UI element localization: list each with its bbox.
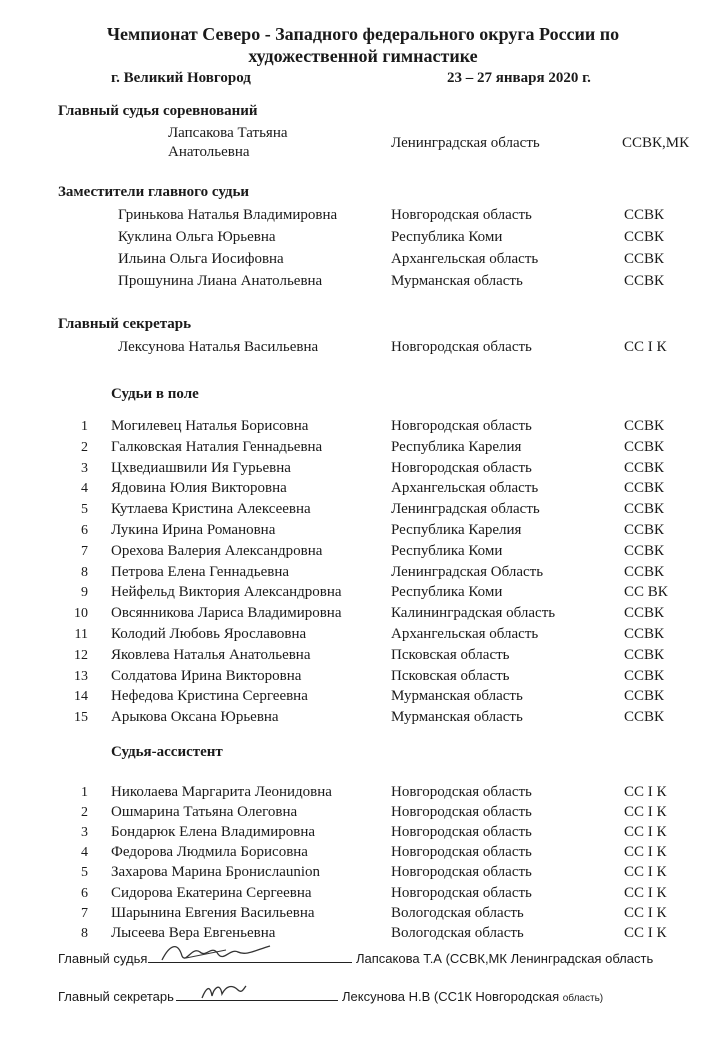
row-number: 1 (81, 785, 88, 800)
judge-category: ССВК (624, 522, 665, 538)
judge-category: ССВК (624, 418, 665, 434)
judge-name: Яковлева Наталья Анатольевна (111, 646, 311, 663)
judge-category: СС I К (624, 824, 667, 841)
judge-name: Лукина Ирина Романовна (111, 522, 276, 538)
row-number: 5 (81, 865, 88, 881)
judge-region: Новгородская область (391, 459, 532, 476)
judge-category: ССВК (624, 709, 665, 726)
judge-region: Вологодская область (391, 904, 524, 921)
row-number: 4 (81, 845, 88, 861)
city: г. Великий Новгород (111, 70, 251, 86)
chief-judge-category: ССВК,МК (622, 135, 690, 151)
dates: 23 – 27 января 2020 г. (447, 70, 591, 86)
judge-category: ССВК (624, 480, 665, 497)
row-number: 10 (74, 606, 88, 622)
row-number: 9 (81, 585, 88, 601)
judge-region: Псковская область (391, 646, 510, 663)
row-number: 1 (81, 419, 88, 434)
judge-category: ССВК (624, 501, 665, 518)
secretary-signature (198, 978, 248, 1004)
deputy-category: ССВК (624, 251, 665, 267)
chief-judge-name-2: Анатольевна (168, 144, 250, 160)
assistants-heading: Судья-ассистент (111, 744, 223, 760)
judge-name: Галковская Наталия Геннадьевна (111, 438, 323, 455)
judge-category: ССВК (624, 459, 665, 476)
judge-region: Новгородская область (391, 804, 532, 821)
judge-region: Калининградская область (391, 605, 556, 622)
chief-judge-name-1: Лапсакова Татьяна (168, 125, 288, 141)
deputy-region: Архангельская область (391, 251, 539, 267)
deputy-region: Новгородская область (391, 207, 532, 223)
field-judges-heading: Судьи в поле (111, 386, 199, 402)
deputy-region: Мурманская область (391, 273, 523, 289)
row-number: 8 (81, 564, 88, 580)
secretary-signature-main: Лексунова Н.В (СС1К Новгородская (342, 989, 560, 1004)
judge-name: Захарова Марина Бронислаunion (111, 864, 321, 881)
row-number: 7 (81, 905, 88, 921)
deputies-heading: Заместители главного судьи (58, 184, 250, 200)
judge-name: Овсянникова Лариса Владимировна (111, 605, 342, 622)
title-line-2: художественной гимнастике (248, 46, 478, 66)
judge-region: Новгородская область (391, 824, 532, 841)
judge-category: ССВК (624, 563, 665, 580)
judge-category: ССВК (624, 688, 665, 705)
judge-name: Федорова Людмила Борисовна (111, 844, 308, 861)
secretary-name: Лексунова Наталья Васильевна (118, 339, 319, 355)
chief-signature-text: Лапсакова Т.А (ССВК,МК Ленинградская область (356, 951, 654, 966)
judge-region: Псковская область (391, 667, 510, 684)
judge-region: Республика Карелия (391, 522, 522, 538)
secretary-region: Новгородская область (391, 339, 532, 355)
deputy-name: Ильина Ольга Иосифовна (118, 251, 284, 267)
judge-name: Могилевец Наталья Борисовна (111, 418, 309, 434)
deputy-name: Гринькова Наталья Владимировна (118, 207, 338, 223)
row-number: 6 (81, 885, 88, 901)
judge-region: Республика Карелия (391, 438, 522, 455)
judge-name: Кутлаева Кристина Алексеевна (111, 501, 311, 518)
row-number: 4 (81, 481, 88, 497)
judge-region: Мурманская область (391, 688, 523, 705)
row-number: 11 (74, 627, 88, 642)
deputy-name: Прошунина Лиана Анатольевна (118, 273, 323, 289)
row-number: 5 (81, 502, 88, 518)
secretary-heading: Главный секретарь (58, 316, 192, 332)
row-number: 6 (81, 523, 88, 538)
row-number: 3 (81, 825, 88, 841)
deputy-category: ССВК (624, 273, 665, 289)
title-line-1: Чемпионат Северо - Западного федерального округа России по (106, 24, 620, 44)
judge-category: ССВК (624, 542, 665, 559)
secretary-signature-text (342, 989, 603, 1004)
judge-name: Арыкова Оксана Юрьевна (111, 709, 279, 726)
judge-category: СС I К (624, 864, 667, 881)
judge-name: Николаева Маргарита Леонидовна (111, 784, 332, 800)
row-number: 13 (74, 668, 88, 684)
judge-name: Нейфельд Виктория Александровна (111, 584, 342, 601)
row-number: 7 (81, 543, 88, 559)
judge-category: СС I К (624, 884, 667, 901)
secretary-category: СС I К (624, 339, 667, 355)
judge-category: СС I К (624, 784, 667, 800)
judge-region: Новгородская область (391, 844, 532, 861)
judge-category: СС I К (624, 844, 667, 861)
judge-category: СС I К (624, 804, 667, 821)
judge-category: ССВК (624, 646, 665, 663)
row-number: 2 (81, 439, 88, 455)
judge-category: СС I К (624, 904, 667, 921)
judge-name: Сидорова Екатерина Сергеевна (111, 884, 312, 901)
judge-region: Мурманская область (391, 709, 523, 726)
judge-name: Шарынина Евгения Васильевна (111, 904, 315, 921)
judge-name: Солдатова Ирина Викторовна (111, 667, 302, 684)
chief-judge-heading: Главный судья соревнований (58, 103, 258, 119)
judge-name: Цхведиашвили Ия Гурьевна (111, 459, 291, 476)
row-number: 14 (74, 689, 88, 705)
chief-signature (156, 938, 276, 968)
judge-region: Ленинградская Область (391, 563, 544, 580)
judge-region: Новгородская область (391, 784, 532, 800)
row-number: 3 (81, 460, 88, 476)
judge-name: Ошмарина Татьяна Олеговна (111, 804, 298, 821)
judge-name: Колодий Любовь Ярославовна (111, 626, 307, 642)
judge-region: Архангельская область (391, 626, 539, 642)
judge-category: ССВК (624, 626, 665, 642)
judge-region: Новгородская область (391, 884, 532, 901)
judge-name: Ядовина Юлия Викторовна (111, 480, 287, 497)
row-number: 15 (74, 710, 88, 726)
judge-name: Петрова Елена Геннадьевна (111, 563, 290, 580)
judge-region: Вологодская область (391, 924, 524, 941)
judge-category: ССВК (624, 667, 665, 684)
judge-region: Республика Коми (391, 584, 503, 601)
deputy-region: Республика Коми (391, 229, 503, 245)
deputy-category: ССВК (624, 207, 665, 223)
secretary-signature-small: область) (562, 993, 604, 1004)
deputy-category: ССВК (624, 229, 665, 245)
judge-region: Новгородская область (391, 864, 532, 881)
judge-region: Ленинградская область (391, 501, 540, 518)
judge-name: Орехова Валерия Александровна (111, 542, 323, 559)
chief-judge-region: Ленинградская область (391, 135, 540, 151)
judge-name: Лысеева Вера Евгеньевна (111, 924, 276, 941)
row-number: 8 (81, 925, 88, 941)
judge-name: Нефедова Кристина Сергеевна (111, 688, 308, 705)
judge-region: Новгородская область (391, 418, 532, 434)
judge-name: Бондарюк Елена Владимировна (111, 824, 316, 841)
judge-category: СС I К (624, 924, 667, 941)
row-number: 12 (74, 647, 88, 663)
row-number: 2 (81, 805, 88, 821)
deputy-name: Куклина Ольга Юрьевна (118, 229, 276, 245)
judge-category: ССВК (624, 438, 665, 455)
judge-region: Архангельская область (391, 480, 539, 497)
judge-category: ССВК (624, 605, 665, 622)
judge-region: Республика Коми (391, 542, 503, 559)
chief-signature-label: Главный судья (58, 951, 148, 966)
judge-category: СС ВК (624, 584, 668, 601)
secretary-signature-label: Главный секретарь (58, 989, 174, 1004)
